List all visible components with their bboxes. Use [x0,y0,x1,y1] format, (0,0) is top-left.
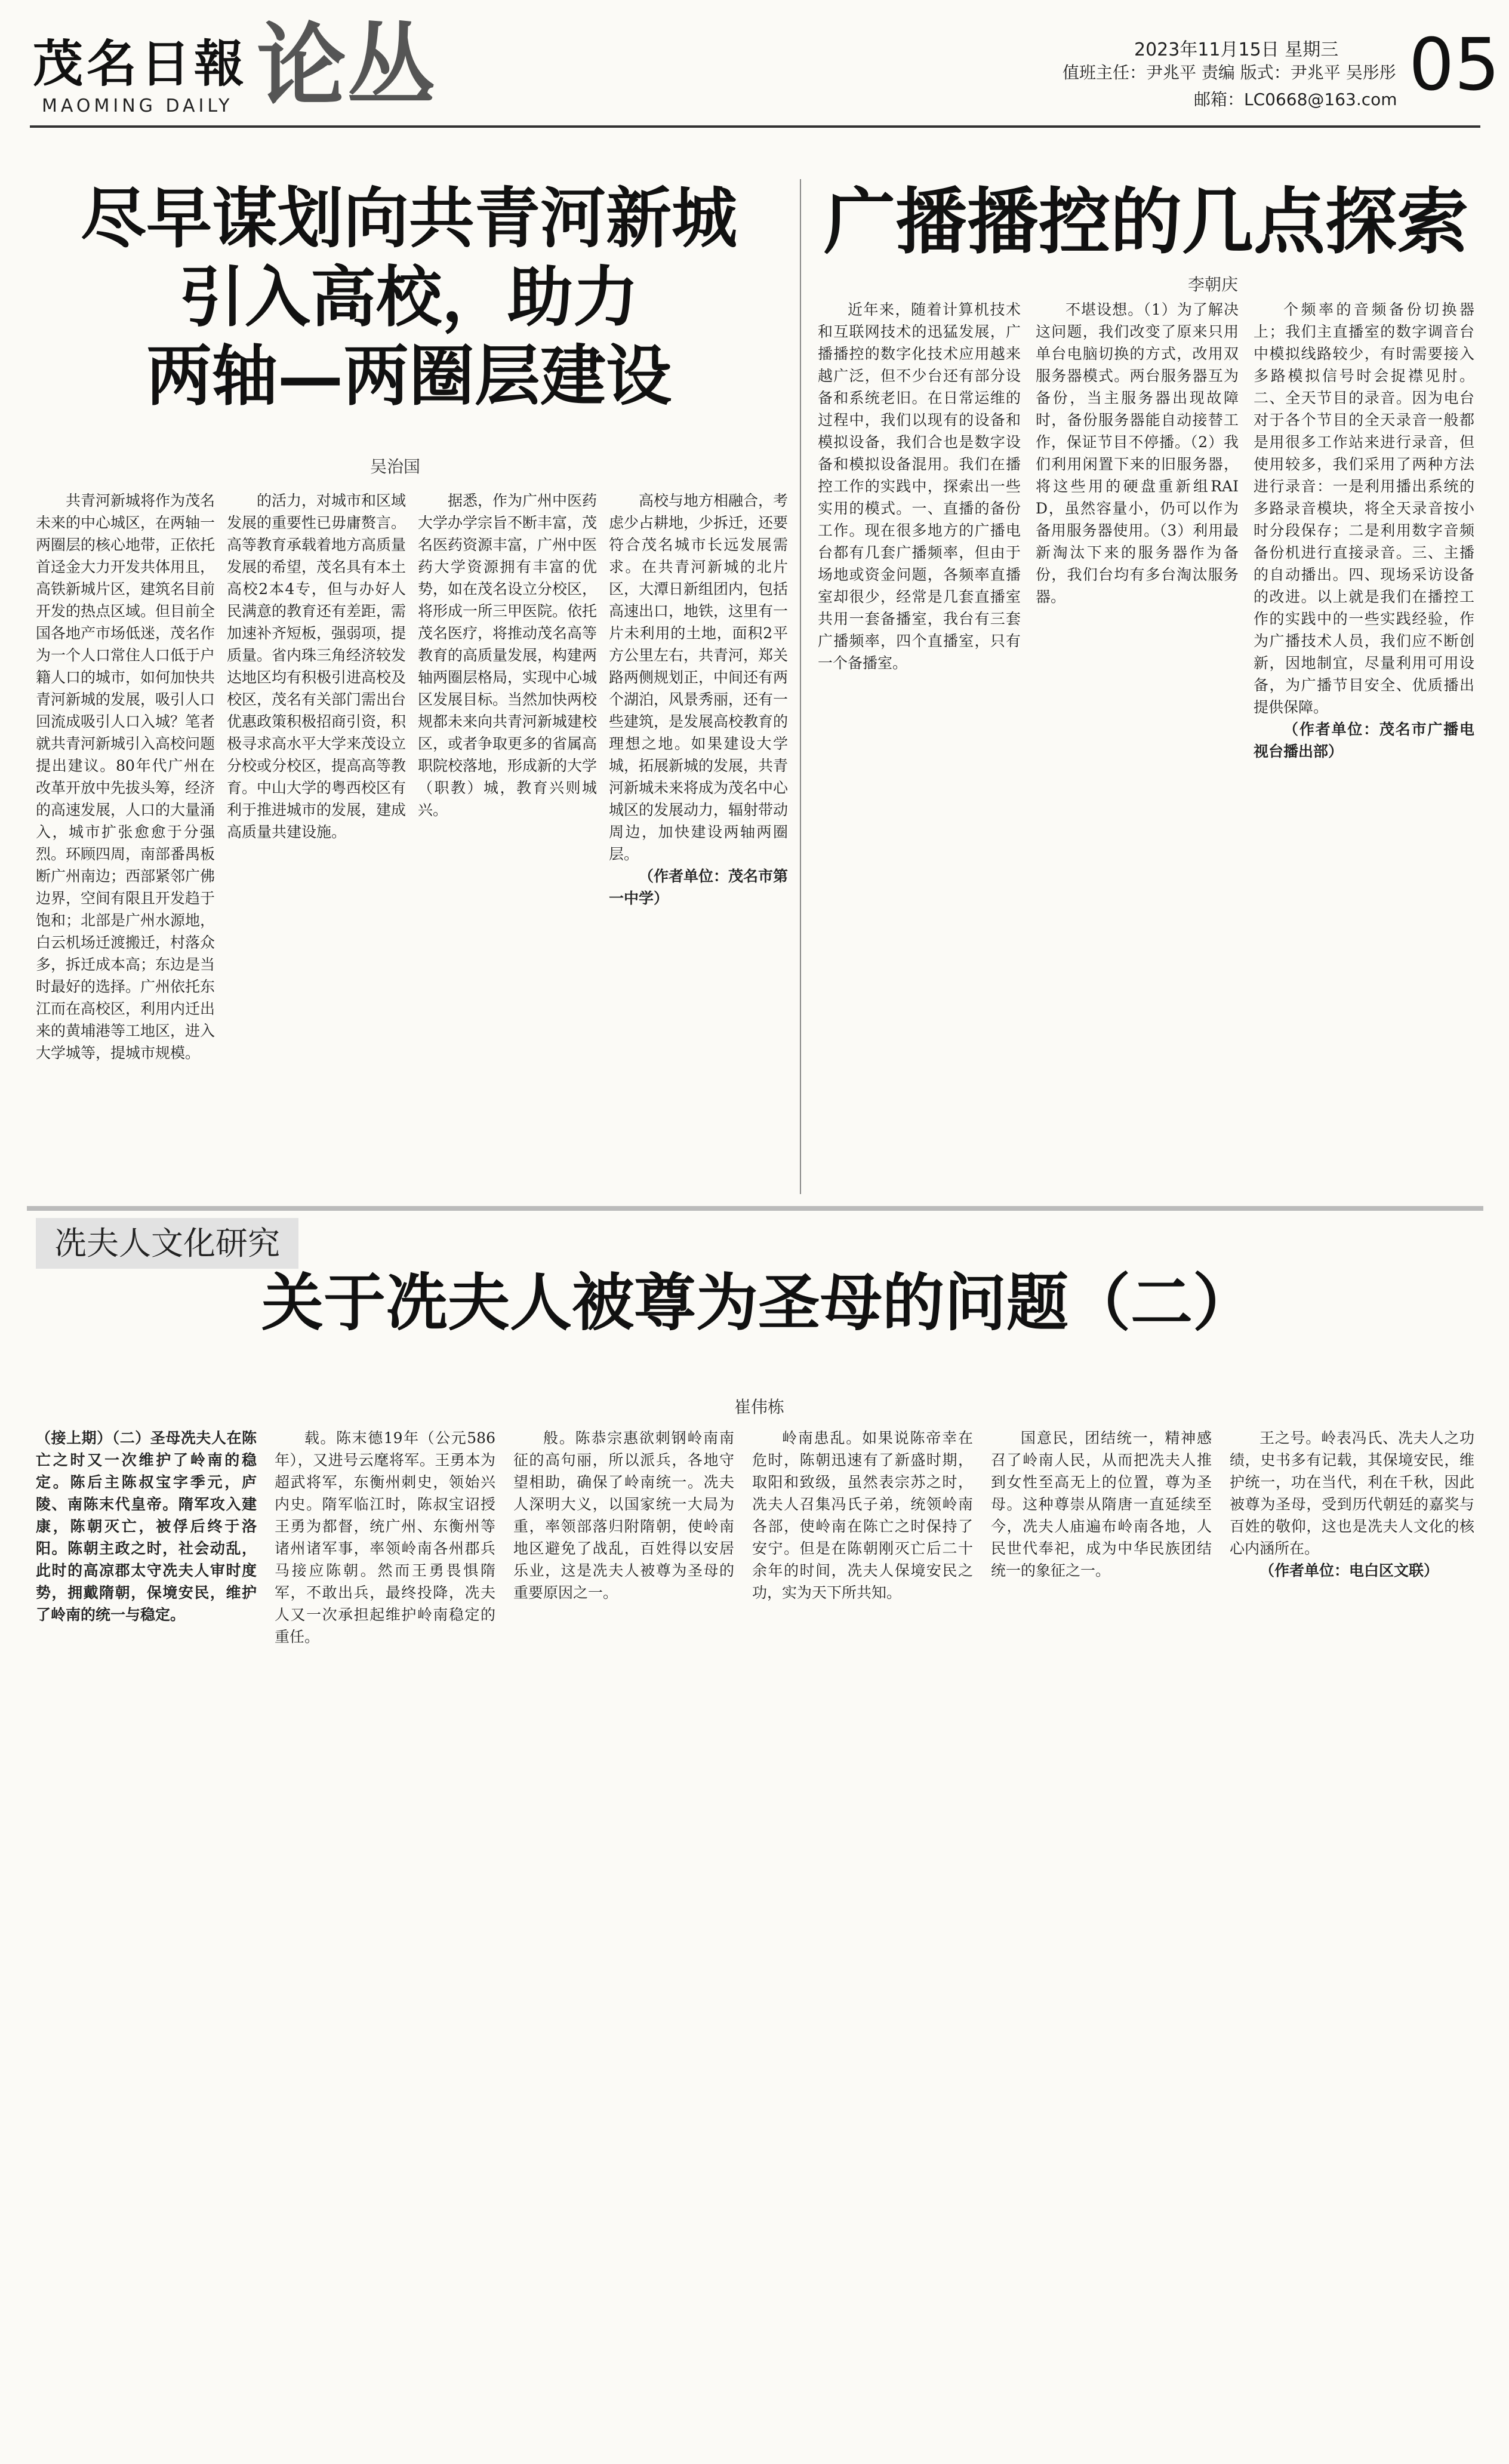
article3-column-1: （接上期）（二）圣母冼夫人在陈亡之时又一次维护了岭南的稳定。陈后主陈叔宝字季元，庐陵、南陈末代皇帝。隋军攻入建康，陈朝灭亡，被俘后终于洛阳。陈朝主政之时，社会动乱，此时的高凉郡太守冼夫人审时度势，拥戴隋朝，保境安民，维护了岭南的统一与稳定。 [36,1429,257,1623]
article1-headline-line3: 两轴—两圈层建设 [146,337,672,414]
editor-credits: 值班主任：尹兆平 责编 版式：尹兆平 吴彤彤 [1063,63,1396,82]
article3-column-4: 岭南患乱。如果说陈帝幸在危时，陈朝迅速有了新盛时期，取阳和致级，虽然表宗苏之时，冼夫人召集冯氏子弟，统领岭南各部，使岭南在陈亡之时保持了安宁。但是在陈朝刚灭亡后二十余年的时间，冼夫人保境安民之功，实为天下所共知。 [752,1429,973,1601]
article3-byline: 崔伟栋 [734,1397,785,1417]
article1-author-unit: （作者单位：茂名市第一中学） [609,868,788,907]
article1-headline-line1: 尽早谋划向共青河新城 [81,180,737,257]
article3-column-3: 般。陈恭宗惠欲刺钢岭南南征的高句丽，所以派兵，各地守望相助，确保了岭南统一。冼夫人深明大义，以国家统一大局为重，率领部落归附隋朝，使岭南地区避免了战乱，百姓得以安居乐业，这是冼夫人被尊为圣母的重要原因之一。 [513,1429,734,1601]
article1-headline [36,179,782,416]
article2-headline: 广播播控的几点探索 [824,180,1468,264]
article2-column-3: 个频率的音频备份切换器上；我们主直播室的数字调音台中模拟线路较少，有时需要接入多路模拟信号时会捉襟见肘。二、全天节目的录音。因为电台对于各个节目的全天录音一般都是用很多工作站来进行录音，但使用较多，我们采用了两种方法进行录音：一是利用播出系统的多路录音模块，将全天录音按小时分段保存；二是利用数字音频备份机进行直接录音。三、主播的自动播出。四、现场采访设备的改进。以上就是我们在播控工作的实践中的一些实践经验，作为广播技术人员，我们应不断创新，因地制宜，尽量利用可用设备，为广播节目安全、优质播出提供保障。 （作者单位：茂名市广播电视台播出部） [1254,299,1474,1194]
article1-column-1: 共青河新城将作为茂名未来的中心城区，在两轴一两圈层的核心地带，正依托首迳金大力开发共体用且，高铁新城片区，建筑名目前开发的热点区域。但目前全国各地产市场低迷，茂名作为一个人口常住人口低于户籍人口的城市，如何加快共青河新城的发展，吸引人口回流成吸引人口入城？笔者就共青河新城引入高校问题提出建议。80年代广州在改革开放中先拔头筹，经济的高速发展，人口的大量涌入，城市扩张愈愈于分强烈。环顾四周，南部番禺板断广州南边；西部紧邻广佛边界，空间有限且开发趋于饱和；北部是广州水源地，白云机场迁渡搬迁，村落众多，拆迁成本高；东边是当时最好的选择。广州依托东江而在高校区，利用内迁出来的黄埔港等工地区，进入大学城等，提城市规模。 [36,492,215,1062]
section-title: 论丛 [257,13,436,118]
article2-column-2: 不堪设想。（1）为了解决这问题，我们改变了原来只用单台电脑切换的方式，改用双服务器模式。两台服务器互为备份，当主服务器出现故障时，备份服务器能自动接替工作，保证节目不停播。（2）我们利用闲置下来的旧服务器，将这些用的硬盘重新组RAID，虽然容量小，仍可以作为备用服务器使用。（3）利用最新淘汰下来的服务器作为备份，我们台均有多台淘汰服务器。 [1036,301,1239,605]
article3-column-2: 载。陈末德19年（公元586年），又进号云麾将军。王勇本为超武将军，东衡州刺史，领始兴内史。隋军临江时，陈叔宝诏授王勇为都督，统广州、东衡州等诸州诸军事，率领岭南各州郡兵马接应陈朝。然而王勇畏惧隋军，不敢出兵，最终投降，冼夫人又一次承担起维护岭南稳定的重任。 [275,1429,495,1645]
article1-headline-line2: 引入高校，助力 [179,259,639,336]
article2-author-unit: （作者单位：茂名市广播电视台播出部） [1254,721,1474,760]
newspaper-logo-en: MAOMING DAILY [42,96,233,116]
column-divider [800,179,801,1194]
article2-byline: 李朝庆 [1188,275,1239,294]
article3-column-5: 国意民，团结统一，精神感召了岭南人民，从而把冼夫人推到女性至高无上的位置，尊为圣母。这种尊崇从隋唐一直延续至今，冼夫人庙遍布岭南各地，人民世代奉祀，成为中华民族团结统一的象征之一。 [991,1429,1212,1579]
page-number: 05 [1409,24,1500,107]
article3-column-6: 王之号。岭表冯氏、冼夫人之功绩，史书多有记载，其保境安民，维护统一，功在当代，利在千秋，因此被尊为圣母，受到历代朝廷的嘉奖与百姓的敬仰，这也是冼夫人文化的核心内涵所在。 （作者单位：电白区文联） [1230,1427,1474,2442]
section-divider [27,1206,1483,1211]
article3-author-unit: （作者单位：电白区文联） [1259,1562,1439,1579]
newspaper-logo: 茂名日報 [33,34,248,93]
article1-column-4: 高校与地方相融合，考虑少占耕地，少拆迁，还要符合茂名城市长远发展需求。在共青河新城的北片区，大潭日新组团内，包括高速出口，地铁，这里有一片未利用的土地，面积2平方公里左右，共青河，郑关路两侧规划正，中间还有两个湖泊，风景秀丽，还有一些建筑，是发展高校教育的理想之地。如果建设大学城，拓展新城的发展，共青河新城未来将成为茂名中心城区的发展动力，辐射带动周边，加快建设两轴两圈层。 （作者单位：茂名市第一中学） [609,490,788,1194]
article2-column-1: 近年来，随着计算机技术和互联网技术的迅猛发展，广播播控的数字化技术应用越来越广泛，但不少台还有部分设备和系统老旧。在日常运维的过程中，我们以现有的设备和模拟设备，我们合也是数字设备和模拟设备混用。我们在播控工作的实践中，探索出一些实用的模式。一、直播的备份工作。现在很多地方的广播电台都有几套广播频率，但由于场地或资金问题，各频率直播室却很少，经常是几套直播室共用一套备播室，我台有三套广播频率，四个直播室，只有一个备播室。 [818,301,1021,672]
article1-byline: 吴治国 [370,457,421,476]
article1-column-2: 的活力，对城市和区域发展的重要性已毋庸赘言。高等教育承载着地方高质量发展的希望，茂名具有本土高校2本4专，但与办好人民满意的教育还有差距，需加速补齐短板，强弱项，提质量。省内珠三角经济较发达地区均有积极引进高校及校区，茂名有关部门需出台优惠政策积极招商引资，积极寻求高水平大学来茂设立分校或分校区，提高高等教育。中山大学的粤西校区有利于推进城市的发展，建成高质量共建设施。 [227,492,406,841]
contact-email: 邮箱：LC0668@163.com [1194,90,1397,109]
masthead-rule [30,125,1480,128]
article3-headline: 关于冼夫人被尊为圣母的问题（二） [261,1266,1255,1339]
article1-column-3: 据悉，作为广州中医药大学办学宗旨不断丰富，茂名医药资源丰富，广州中医药大学资源拥有丰富的优势，如在茂名设立分校区，将形成一所三甲医院。依托茂名医疗，将推动茂名高等教育的高质量发展，构建两轴两圈层格局，实现中心城区发展目标。当然加快两校规都未来向共青河新城建校区，或者争取更多的省属高职院校落地，形成新的大学（职教）城，教育兴则城兴。 [418,492,597,819]
issue-date: 2023年11月15日 星期三 [1134,39,1339,60]
section-label: 冼夫人文化研究 [36,1218,298,1269]
